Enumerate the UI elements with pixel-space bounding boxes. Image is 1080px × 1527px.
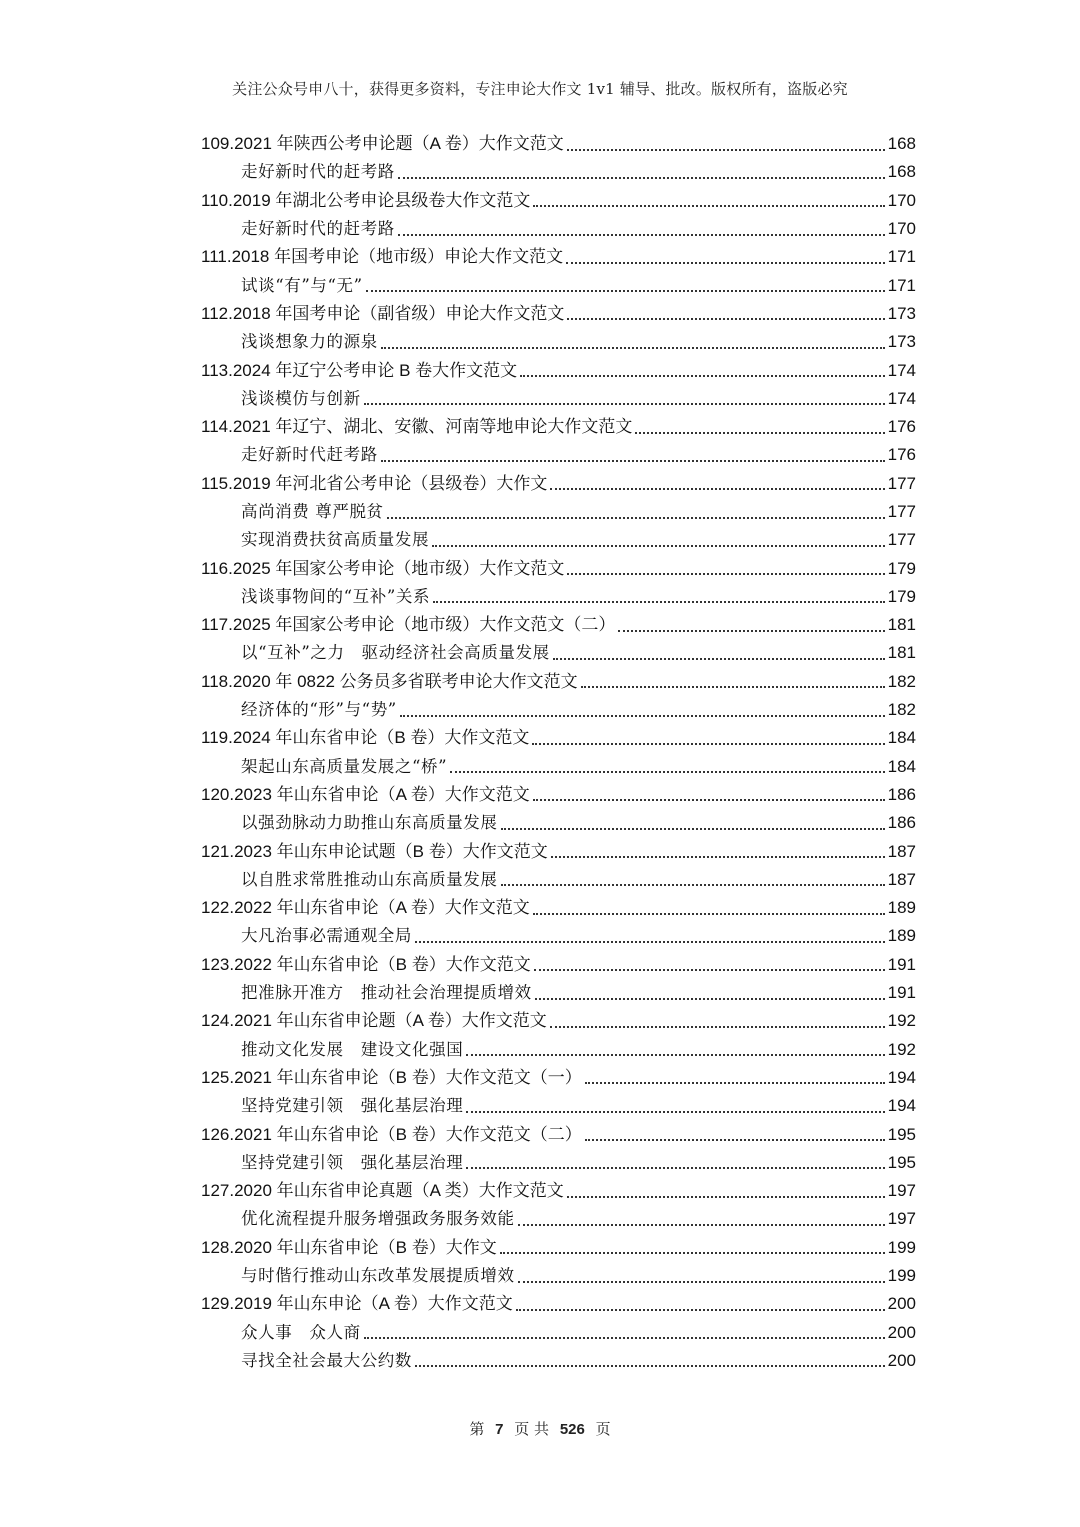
toc-chapter-entry[interactable] bbox=[201, 554, 916, 582]
toc-sub-entry[interactable] bbox=[201, 1205, 916, 1233]
toc-entry-page-number: 189 bbox=[887, 926, 916, 946]
toc-dot-leader bbox=[398, 176, 885, 179]
toc-dot-leader bbox=[567, 148, 885, 151]
toc-dot-leader bbox=[500, 1251, 885, 1254]
toc-dot-leader bbox=[550, 1025, 885, 1028]
toc-chapter-entry[interactable] bbox=[201, 1234, 916, 1262]
toc-entry-page-number: 187 bbox=[887, 869, 916, 889]
toc-entry-page-number: 171 bbox=[887, 247, 916, 267]
toc-entry-title: 走好新时代的赶考路 bbox=[241, 219, 395, 239]
toc-entry-page-number: 186 bbox=[887, 784, 916, 804]
toc-dot-leader bbox=[433, 600, 885, 603]
toc-entry-page-number: 195 bbox=[887, 1152, 916, 1172]
toc-sub-entry[interactable] bbox=[201, 583, 916, 611]
toc-entry-title: 实现消费扶贫高质量发展 bbox=[241, 530, 430, 550]
toc-entry-page-number: 200 bbox=[887, 1350, 916, 1370]
toc-chapter-entry[interactable] bbox=[201, 300, 916, 328]
toc-entry-page-number: 177 bbox=[887, 473, 916, 493]
toc-dot-leader bbox=[550, 487, 884, 490]
toc-dot-leader bbox=[450, 770, 884, 773]
toc-sub-entry[interactable] bbox=[201, 1092, 916, 1120]
toc-chapter-entry[interactable] bbox=[201, 837, 916, 865]
toc-sub-entry[interactable] bbox=[201, 639, 916, 667]
toc-entry-page-number: 189 bbox=[887, 898, 916, 918]
toc-entry-title: 128.2020 年山东省申论（B 卷）大作文 bbox=[201, 1237, 497, 1257]
toc-entry-page-number: 181 bbox=[887, 643, 916, 663]
toc-entry-title: 以强劲脉动力助推山东高质量发展 bbox=[241, 813, 498, 833]
toc-entry-page-number: 186 bbox=[887, 813, 916, 833]
toc-dot-leader bbox=[432, 544, 885, 547]
toc-dot-leader bbox=[364, 1336, 885, 1339]
toc-entry-page-number: 170 bbox=[887, 190, 916, 210]
toc-chapter-entry[interactable] bbox=[201, 894, 916, 922]
toc-sub-entry[interactable] bbox=[201, 922, 916, 950]
toc-entry-page-number: 194 bbox=[887, 1067, 916, 1087]
toc-sub-entry[interactable] bbox=[201, 158, 916, 186]
toc-entry-page-number: 177 bbox=[887, 530, 916, 550]
toc-entry-title: 119.2024 年山东省申论（B 卷）大作文范文 bbox=[201, 728, 530, 748]
toc-chapter-entry[interactable] bbox=[201, 356, 916, 384]
toc-sub-entry[interactable] bbox=[201, 526, 916, 554]
toc-dot-leader bbox=[585, 1081, 885, 1084]
toc-entry-page-number: 191 bbox=[887, 983, 916, 1003]
toc-dot-leader bbox=[387, 516, 885, 519]
toc-entry-page-number: 176 bbox=[887, 445, 916, 465]
toc-entry-title: 把准脉开准方 推动社会治理提质增效 bbox=[241, 983, 532, 1003]
toc-sub-entry[interactable] bbox=[201, 215, 916, 243]
footer-suffix: 页 bbox=[595, 1420, 611, 1438]
toc-sub-entry[interactable] bbox=[201, 696, 916, 724]
toc-entry-page-number: 191 bbox=[887, 954, 916, 974]
page-header: 关注公众号申八十，获得更多资料，专注申论大作文 1v1 辅导、批改。版权所有，盗版必究 bbox=[232, 80, 848, 98]
toc-sub-entry[interactable] bbox=[201, 271, 916, 299]
toc-dot-leader bbox=[533, 204, 884, 207]
toc-entry-title: 127.2020 年山东省申论真题（A 类）大作文范文 bbox=[201, 1181, 564, 1201]
toc-sub-entry[interactable] bbox=[201, 753, 916, 781]
toc-entry-title: 111.2018 年国考申论（地市级）申论大作文范文 bbox=[201, 247, 564, 267]
toc-entry-page-number: 192 bbox=[887, 1039, 916, 1059]
toc-entry-title: 试谈“有”与“无” bbox=[241, 275, 363, 295]
toc-dot-leader bbox=[533, 798, 885, 801]
toc-entry-title: 经济体的“形”与“势” bbox=[241, 700, 397, 720]
toc-chapter-entry[interactable] bbox=[201, 1290, 916, 1318]
toc-entry-title: 推动文化发展 建设文化强国 bbox=[241, 1039, 464, 1059]
toc-entry-title: 浅谈想象力的源泉 bbox=[241, 332, 378, 352]
toc-entry-page-number: 179 bbox=[887, 558, 916, 578]
table-of-contents bbox=[201, 130, 916, 1375]
toc-dot-leader bbox=[400, 714, 885, 717]
toc-entry-page-number: 182 bbox=[887, 671, 916, 691]
toc-chapter-entry[interactable] bbox=[201, 668, 916, 696]
toc-entry-page-number: 200 bbox=[887, 1322, 916, 1342]
toc-dot-leader bbox=[516, 1308, 885, 1311]
toc-entry-page-number: 200 bbox=[887, 1294, 916, 1314]
toc-entry-title: 坚持党建引领 强化基层治理 bbox=[241, 1096, 464, 1116]
toc-sub-entry[interactable] bbox=[201, 1036, 916, 1064]
toc-entry-page-number: 184 bbox=[887, 756, 916, 776]
toc-entry-title: 109.2021 年陕西公考申论题（A 卷）大作文范文 bbox=[201, 134, 564, 154]
toc-entry-title: 架起山东高质量发展之“桥” bbox=[241, 756, 448, 776]
footer-total-pages: 526 bbox=[559, 1421, 585, 1438]
toc-dot-leader bbox=[366, 289, 885, 292]
toc-entry-title: 121.2023 年山东申论试题（B 卷）大作文范文 bbox=[201, 841, 548, 861]
toc-entry-title: 坚持党建引领 强化基层治理 bbox=[241, 1152, 464, 1172]
toc-chapter-entry[interactable] bbox=[201, 781, 916, 809]
toc-sub-entry[interactable] bbox=[201, 385, 916, 413]
toc-entry-title: 115.2019 年河北省公考申论（县级卷）大作文 bbox=[201, 473, 548, 493]
toc-entry-title: 浅谈模仿与创新 bbox=[241, 388, 361, 408]
toc-dot-leader bbox=[581, 685, 885, 688]
toc-entry-page-number: 168 bbox=[887, 162, 916, 182]
toc-dot-leader bbox=[635, 431, 884, 434]
toc-entry-page-number: 177 bbox=[887, 502, 916, 521]
toc-dot-leader bbox=[551, 855, 885, 858]
toc-entry-page-number: 179 bbox=[887, 586, 916, 606]
toc-dot-leader bbox=[466, 1110, 884, 1113]
toc-entry-title: 优化流程提升服务增强政务服务效能 bbox=[241, 1209, 515, 1229]
toc-entry-page-number: 199 bbox=[887, 1266, 916, 1286]
toc-entry-title: 125.2021 年山东省申论（B 卷）大作文范文（一） bbox=[201, 1067, 582, 1087]
toc-entry-title: 112.2018 年国考申论（副省级）申论大作文范文 bbox=[201, 303, 565, 323]
toc-sub-entry[interactable] bbox=[201, 979, 916, 1007]
toc-dot-leader bbox=[567, 572, 884, 575]
toc-dot-leader bbox=[381, 459, 885, 462]
toc-entry-title: 与时偕行推动山东改革发展提质增效 bbox=[241, 1266, 515, 1286]
toc-entry-page-number: 199 bbox=[887, 1237, 916, 1257]
toc-entry-title: 大凡治事必需通观全局 bbox=[241, 926, 412, 946]
toc-entry-title: 129.2019 年山东申论（A 卷）大作文范文 bbox=[201, 1294, 513, 1314]
toc-dot-leader bbox=[553, 657, 885, 660]
toc-dot-leader bbox=[466, 1053, 884, 1056]
toc-dot-leader bbox=[415, 1364, 885, 1367]
toc-dot-leader bbox=[398, 233, 885, 236]
toc-entry-page-number: 184 bbox=[887, 728, 916, 748]
toc-dot-leader bbox=[567, 317, 884, 320]
toc-dot-leader bbox=[501, 883, 885, 886]
toc-entry-title: 118.2020 年 0822 公务员多省联考申论大作文范文 bbox=[201, 671, 578, 691]
toc-chapter-entry[interactable] bbox=[201, 413, 916, 441]
toc-entry-page-number: 194 bbox=[887, 1096, 916, 1116]
toc-sub-entry[interactable] bbox=[201, 441, 916, 469]
toc-dot-leader bbox=[534, 968, 885, 971]
toc-dot-leader bbox=[585, 1138, 885, 1141]
toc-entry-title: 124.2021 年山东省申论题（A 卷）大作文范文 bbox=[201, 1011, 547, 1031]
toc-dot-leader bbox=[618, 629, 884, 632]
toc-dot-leader bbox=[518, 1223, 885, 1226]
toc-entry-page-number: 173 bbox=[887, 303, 916, 323]
toc-chapter-entry[interactable] bbox=[201, 611, 916, 639]
toc-dot-leader bbox=[566, 261, 885, 264]
footer-current-page: 7 bbox=[495, 1421, 504, 1438]
toc-chapter-entry[interactable] bbox=[201, 187, 916, 215]
toc-entry-page-number: 174 bbox=[887, 360, 916, 380]
toc-chapter-entry[interactable] bbox=[201, 1007, 916, 1035]
toc-entry-page-number: 187 bbox=[887, 841, 916, 861]
toc-entry-page-number: 182 bbox=[887, 700, 916, 720]
toc-dot-leader bbox=[415, 940, 885, 943]
toc-entry-title: 寻找全社会最大公约数 bbox=[241, 1350, 412, 1370]
toc-dot-leader bbox=[466, 1166, 884, 1169]
toc-entry-page-number: 170 bbox=[887, 219, 916, 239]
toc-dot-leader bbox=[520, 374, 884, 377]
toc-entry-page-number: 171 bbox=[887, 275, 916, 295]
toc-entry-title: 113.2024 年辽宁公考申论 B 卷大作文范文 bbox=[201, 360, 518, 380]
toc-entry-title: 走好新时代的赶考路 bbox=[241, 162, 395, 182]
toc-sub-entry[interactable] bbox=[201, 328, 916, 356]
toc-entry-title: 116.2025 年国家公考申论（地市级）大作文范文 bbox=[201, 558, 565, 578]
toc-entry-title: 高尚消费 尊严脱贫 bbox=[241, 502, 384, 521]
toc-entry-title: 浅谈事物间的“互补”关系 bbox=[241, 586, 431, 606]
footer-middle: 页 共 bbox=[514, 1420, 550, 1438]
toc-chapter-entry[interactable] bbox=[201, 1120, 916, 1148]
footer-prefix: 第 bbox=[469, 1420, 485, 1438]
toc-entry-title: 122.2022 年山东省申论（A 卷）大作文范文 bbox=[201, 898, 530, 918]
toc-entry-title: 以自胜求常胜推动山东高质量发展 bbox=[241, 869, 498, 889]
toc-entry-page-number: 173 bbox=[887, 332, 916, 352]
toc-dot-leader bbox=[501, 827, 885, 830]
toc-sub-entry[interactable] bbox=[201, 498, 916, 526]
toc-sub-entry[interactable] bbox=[201, 809, 916, 837]
toc-entry-title: 114.2021 年辽宁、湖北、安徽、河南等地申论大作文范文 bbox=[201, 417, 633, 437]
toc-chapter-entry[interactable] bbox=[201, 1177, 916, 1205]
toc-sub-entry[interactable] bbox=[201, 1262, 916, 1290]
toc-dot-leader bbox=[381, 346, 885, 349]
toc-chapter-entry[interactable] bbox=[201, 243, 916, 271]
toc-entry-page-number: 174 bbox=[887, 388, 916, 408]
toc-entry-title: 110.2019 年湖北公考申论县级卷大作文范文 bbox=[201, 190, 531, 210]
toc-entry-page-number: 168 bbox=[887, 134, 916, 154]
toc-entry-title: 走好新时代赶考路 bbox=[241, 445, 378, 465]
toc-chapter-entry[interactable] bbox=[201, 1064, 916, 1092]
toc-sub-entry[interactable] bbox=[201, 866, 916, 894]
toc-entry-page-number: 192 bbox=[887, 1011, 916, 1031]
toc-entry-page-number: 197 bbox=[887, 1181, 916, 1201]
toc-chapter-entry[interactable] bbox=[201, 130, 916, 158]
toc-entry-page-number: 181 bbox=[887, 615, 916, 635]
page-footer bbox=[0, 1418, 1080, 1439]
toc-entry-title: 126.2021 年山东省申论（B 卷）大作文范文（二） bbox=[201, 1124, 582, 1144]
toc-chapter-entry[interactable] bbox=[201, 951, 916, 979]
toc-entry-title: 123.2022 年山东省申论（B 卷）大作文范文 bbox=[201, 954, 531, 974]
toc-entry-page-number: 195 bbox=[887, 1124, 916, 1144]
toc-dot-leader bbox=[533, 912, 885, 915]
toc-chapter-entry[interactable] bbox=[201, 470, 916, 498]
toc-entry-title: 120.2023 年山东省申论（A 卷）大作文范文 bbox=[201, 784, 530, 804]
toc-dot-leader bbox=[532, 742, 884, 745]
toc-sub-entry[interactable] bbox=[201, 1347, 916, 1375]
toc-chapter-entry[interactable] bbox=[201, 724, 916, 752]
toc-dot-leader bbox=[535, 997, 885, 1000]
toc-entry-title: 众人事 众人商 bbox=[241, 1322, 361, 1342]
toc-dot-leader bbox=[567, 1195, 885, 1198]
toc-entry-page-number: 176 bbox=[887, 417, 916, 437]
toc-dot-leader bbox=[364, 402, 885, 405]
toc-sub-entry[interactable] bbox=[201, 1149, 916, 1177]
toc-sub-entry[interactable] bbox=[201, 1318, 916, 1346]
toc-dot-leader bbox=[518, 1280, 885, 1283]
toc-entry-title: 以“互补”之力 驱动经济社会高质量发展 bbox=[241, 643, 550, 663]
toc-entry-page-number: 197 bbox=[887, 1209, 916, 1229]
toc-entry-title: 117.2025 年国家公考申论（地市级）大作文范文（二） bbox=[201, 615, 616, 635]
